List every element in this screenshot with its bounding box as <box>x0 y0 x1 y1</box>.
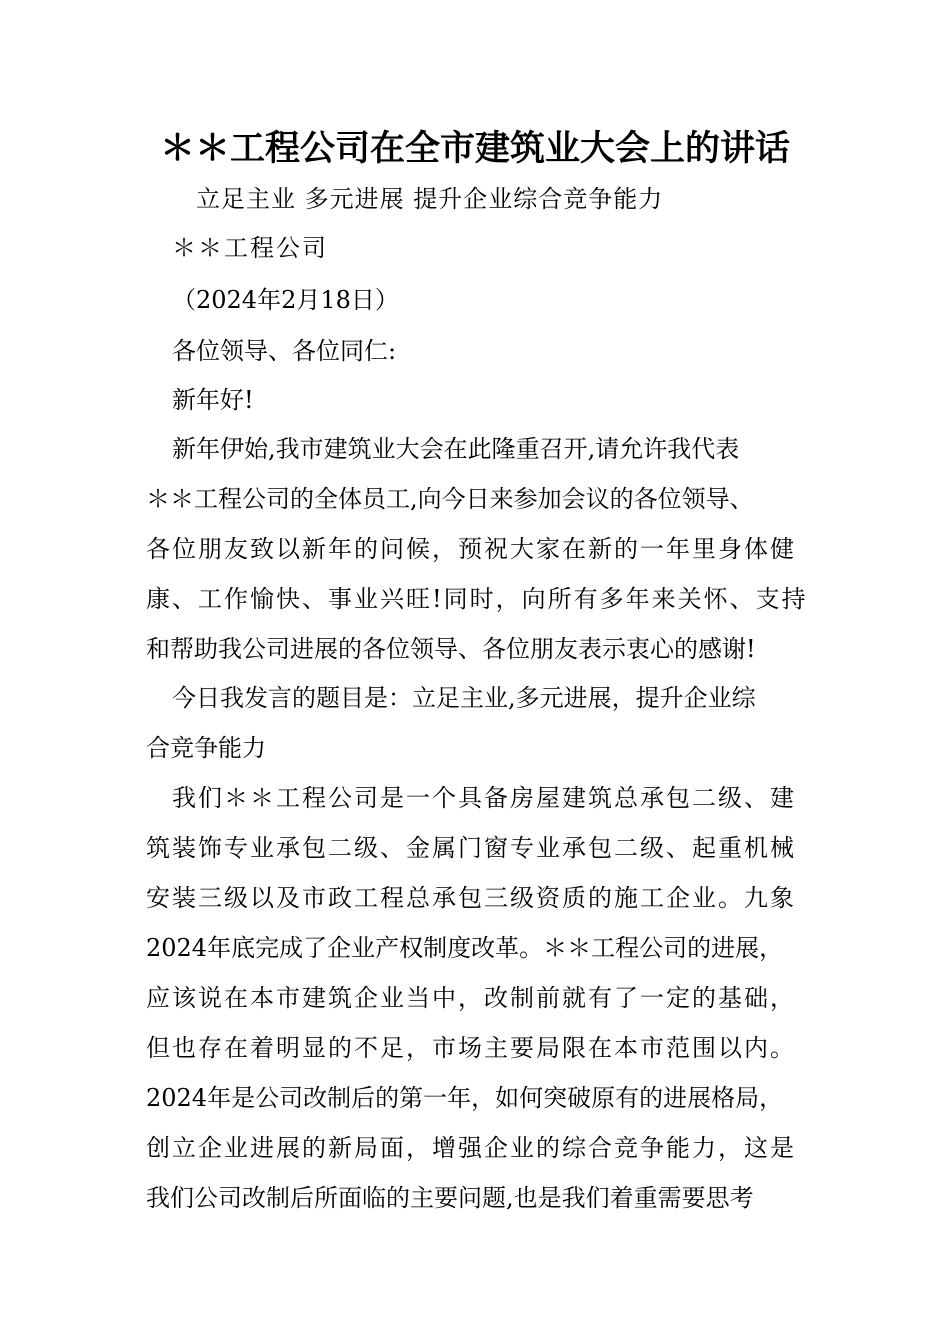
greeting: 新年好! <box>172 386 254 414</box>
organization-name: ＊＊工程公司 <box>172 234 328 262</box>
document-title: ＊＊工程公司在全市建筑业大会上的讲话 <box>159 128 790 169</box>
paragraph-line: 合竞争能力 <box>146 734 266 762</box>
salutation: 各位领导、各位同仁: <box>172 337 397 365</box>
speech-date: （2024年2月18日） <box>172 286 399 314</box>
paragraph-line: 和帮助我公司进展的各位领导、各位朋友表示衷心的感谢! <box>146 635 756 663</box>
paragraph-opening <box>146 424 816 674</box>
paragraph-line: 安装三级以及市政工程总承包三级资质的施工企业。九象 <box>146 884 796 912</box>
paragraph-line: 我们＊＊工程公司是一个具备房屋建筑总承包二级、建 <box>172 784 796 812</box>
paragraph-line: 创立企业进展的新局面，增强企业的综合竞争能力，这是 <box>146 1134 796 1162</box>
paragraph-company-intro <box>146 773 816 1223</box>
paragraph-line: 2024年是公司改制后的第一年，如何突破原有的进展格局， <box>146 1084 784 1112</box>
paragraph-line: 2024年底完成了企业产权制度改革。＊＊工程公司的进展， <box>146 934 784 962</box>
paragraph-line: 我们公司改制后所面临的主要问题,也是我们着重需要思考 <box>146 1184 754 1212</box>
document-subtitle: 立足主业 多元进展 提升企业综合竞争能力 <box>196 185 664 213</box>
paragraph-line: 新年伊始,我市建筑业大会在此隆重召开,请允许我代表 <box>172 435 740 463</box>
paragraph-topic <box>146 673 816 773</box>
paragraph-line: 但也存在着明显的不足，市场主要局限在本市范围以内。 <box>146 1034 796 1062</box>
paragraph-line: 今日我发言的题目是：立足主业,多元进展，提升企业综 <box>172 684 756 712</box>
paragraph-line: 筑装饰专业承包二级、金属门窗专业承包二级、起重机械 <box>146 834 796 862</box>
paragraph-line: 康、工作愉快、事业兴旺!同时，向所有多年来关怀、支持 <box>146 585 808 613</box>
paragraph-line: ＊＊工程公司的全体员工,向今日来参加会议的各位领导、 <box>146 485 754 513</box>
paragraph-line: 各位朋友致以新年的问候，预祝大家在新的一年里身体健 <box>146 535 796 563</box>
paragraph-line: 应该说在本市建筑企业当中，改制前就有了一定的基础， <box>146 984 796 1012</box>
